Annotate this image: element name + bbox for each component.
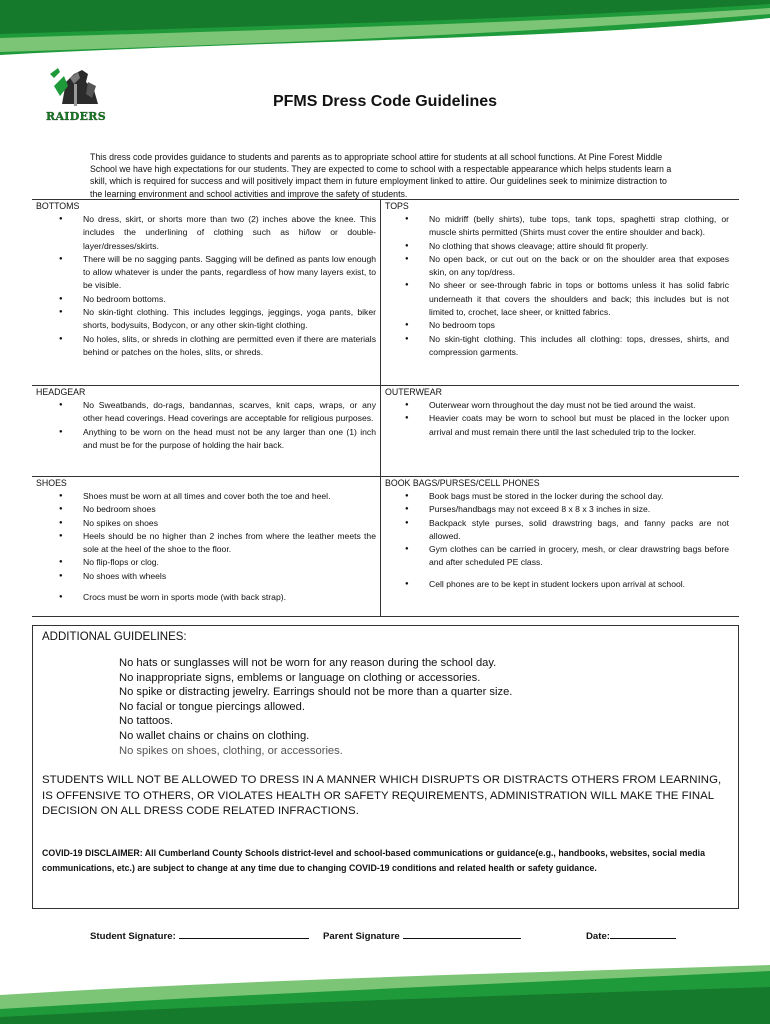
list-item: ● There will be no sagging pants. Sagging will be defined as pants low enough to allow whatever is under the pants, regardless of how many layers exist, to be visible. <box>32 253 380 293</box>
list-item: ● No skin-tight clothing. This includes all clothing: tops, dresses, shirts, and compression garments. <box>381 333 733 360</box>
list-item: ● Gym clothes can be carried in grocery, mesh, or clear drawstring bags before and after scheduled PE class. <box>381 543 733 570</box>
list-item: ● Book bags must be stored in the locker during the school day. <box>381 490 733 503</box>
additional-guidelines-box <box>32 625 739 909</box>
shoes-section <box>32 477 380 604</box>
list-item: ● No Sweatbands, do-rags, bandannas, scarves, knit caps, wraps, or any other head coverings. Head coverings are acceptable for religious purposes. <box>32 399 380 426</box>
grid-bottom-line <box>32 616 739 617</box>
signature-line[interactable] <box>179 929 309 939</box>
parent-signature-field[interactable] <box>323 929 521 942</box>
covid-disclaimer: COVID-19 DISCLAIMER: All Cumberland County Schools district-level and school-based communications or guidance(e.g., handbooks, websites, social media communications, etc.) are subject to change at any time due to changing COVID-19 conditions and related health or safety guidance. <box>42 848 705 873</box>
list-item: No hats or sunglasses will not be worn for any reason during the school day. <box>119 657 497 669</box>
list-item: ● Heavier coats may be worn to school but must be placed in the locker upon arrival and must remain there until the last scheduled trip to the locker. <box>381 412 733 439</box>
list-item: ● Crocs must be worn in sports mode (with back strap). <box>32 591 380 604</box>
tops-section <box>381 200 733 359</box>
list-item: No facial or tongue piercings allowed. <box>119 700 305 713</box>
list-item: ● No holes, slits, or shreds in clothing are permitted even if there are materials behind or patches on the holes, slits, or shreds. <box>32 333 380 360</box>
headgear-list <box>32 399 380 452</box>
section-heading: BOTTOMS <box>36 201 80 211</box>
list-item: ● Anything to be worn on the head must not be any larger than one (1) inch and must be for the purpose of holding the hair back. <box>32 426 380 453</box>
section-heading: TOPS <box>385 201 409 211</box>
page-title: PFMS Dress Code Guidelines <box>272 93 498 110</box>
section-heading: BOOK BAGS/PURSES/CELL PHONES <box>385 478 540 488</box>
intro-paragraph: This dress code provides guidance to students and parents as to appropriate school attire for students at all school functions. At Pine Forest Middle School we have high expectations for our students. They are expected to come to school with a respectable appearance which helps students learn a skill, which is required for success and will positively impact them in future employment linked to attire. Our guidelines seek to minimize distraction to the learning environment and school activities and improve the safety of students. <box>90 152 672 199</box>
list-item: ● No open back, or cut out on the back or on the shoulder area that exposes skin, on any top/dress. <box>381 253 733 280</box>
list-item: ● No dress, skirt, or shorts more than two (2) inches above the knee. This includes the underlining of clothing such as hi/low or double-layer/dresses/skirts. <box>32 213 380 253</box>
list-item: No spike or distracting jewelry. Earrings should not be more than a quarter size. <box>119 686 513 699</box>
list-item: ● No spikes on shoes <box>32 517 380 530</box>
bags-list <box>381 490 733 591</box>
bottom-green-banner <box>0 965 770 1024</box>
list-item: No tattoos. <box>119 715 174 728</box>
date-field[interactable] <box>586 929 676 942</box>
outerwear-section <box>381 386 733 439</box>
list-item: No inappropriate signs, emblems or language on clothing or accessories. <box>119 671 481 684</box>
list-item: ● No flip-flops or clog. <box>32 556 380 569</box>
student-signature-label: Student Signature: <box>90 931 176 942</box>
list-item: ● No bedroom tops <box>381 319 733 332</box>
list-item: ● No bedroom bottoms. <box>32 293 380 306</box>
list-item: ● No shoes with wheels <box>32 570 380 583</box>
dress-code-warning: STUDENTS WILL NOT BE ALLOWED TO DRESS IN A MANNER WHICH DISRUPTS OR DISTRACTS OTHERS FROM LEARNING, IS OFFENSIVE TO OTHERS, OR VIOLATES HEALTH OR SAFETY REQUIREMENTS, ADMINISTRATION WILL MAKE THE FINAL DECISION ON ALL DRESS CODE RELATED INFRACTIONS. <box>42 774 722 818</box>
outerwear-list <box>381 399 733 439</box>
additional-guidelines-list <box>119 656 512 758</box>
logo-text: RAIDERS <box>46 110 106 123</box>
headgear-section <box>32 386 380 452</box>
date-label: Date: <box>586 931 610 942</box>
list-item: ● No clothing that shows cleavage; attire should fit properly. <box>381 240 733 253</box>
list-item: ● Cell phones are to be kept in student lockers upon arrival at school. <box>381 578 733 591</box>
list-item: ● Backpack style purses, solid drawstring bags, and fanny packs are not allowed. <box>381 517 733 544</box>
list-item: ● Purses/handbags may not exceed 8 x 8 x 3 inches in size. <box>381 503 733 516</box>
bottoms-section <box>32 200 380 359</box>
list-item: ● No skin-tight clothing. This includes leggings, jeggings, yoga pants, biker shorts, bodysuits, Bodycon, or any other skin-tight clothing. <box>32 306 380 333</box>
bottoms-list <box>32 213 380 359</box>
parent-signature-label: Parent Signature <box>323 931 400 942</box>
top-green-banner <box>0 0 770 58</box>
signature-line[interactable] <box>403 929 521 939</box>
shoes-list <box>32 490 380 604</box>
list-item: ● Shoes must be worn at all times and cover both the toe and heel. <box>32 490 380 503</box>
list-item: ● No bedroom shoes <box>32 503 380 516</box>
list-item: ● No sheer or see-through fabric in tops or bottoms unless it has solid fabric underneath it that covers the shoulders and back; this includes but is not limited to, crochet, lace sheer, or knitted fabrics. <box>381 279 733 319</box>
list-item: ● Outerwear worn throughout the day must not be tied around the waist. <box>381 399 733 412</box>
section-heading: OUTERWEAR <box>385 387 443 397</box>
list-item: No wallet chains or chains on clothing. <box>119 729 310 742</box>
additional-guidelines-title: ADDITIONAL GUIDELINES: <box>42 631 187 643</box>
tops-list <box>381 213 733 359</box>
date-line[interactable] <box>610 929 676 939</box>
section-heading: SHOES <box>36 478 67 488</box>
list-item: ● No midriff (belly shirts), tube tops, tank tops, spaghetti strap clothing, or muscle shirts permitted (Shirts must cover the entire shoulder and back). <box>381 213 733 240</box>
list-item: No spikes on shoes, clothing, or accessories. <box>119 744 343 757</box>
student-signature-field[interactable] <box>90 929 309 942</box>
bags-section <box>381 477 733 591</box>
section-heading: HEADGEAR <box>36 387 86 397</box>
list-item: ● Heels should be no higher than 2 inches from where the leather meets the sole at the heel of the shoe to the floor. <box>32 530 380 557</box>
